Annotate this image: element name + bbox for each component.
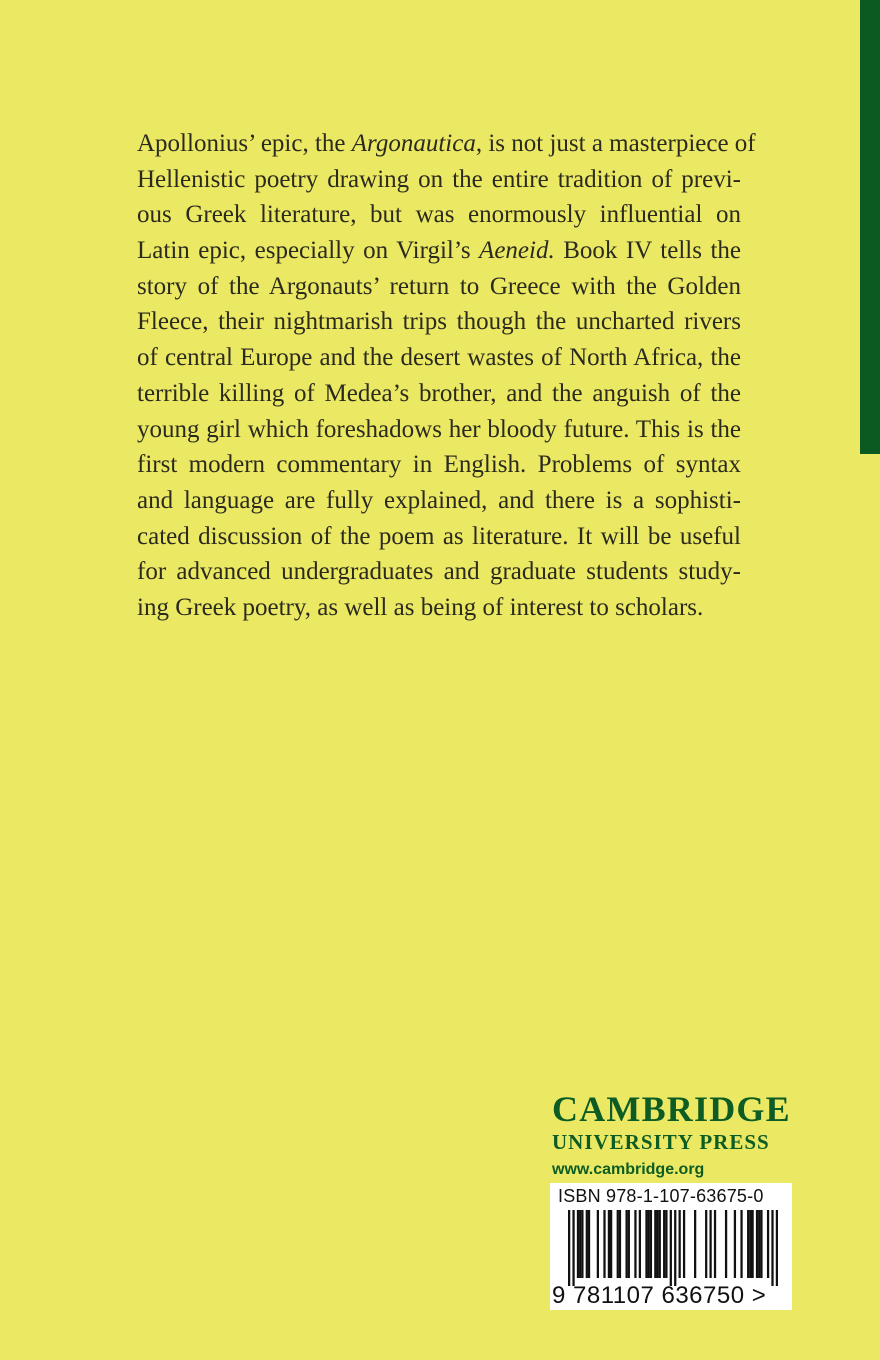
blurb-line <box>137 340 741 376</box>
publisher-subtitle: UNIVERSITY PRESS <box>552 1130 770 1154</box>
barcode-bar <box>740 1210 742 1278</box>
barcode-bar <box>581 1210 583 1278</box>
blurb-line <box>137 304 741 340</box>
barcode-bars <box>568 1210 778 1286</box>
barcode-bar <box>670 1210 672 1286</box>
barcode-bar <box>705 1210 707 1278</box>
blurb-line <box>137 376 741 412</box>
barcode-bar <box>683 1210 685 1278</box>
blurb-text-segment: Hellenistic poetry drawing on the entire tradition of previ- <box>137 165 741 193</box>
barcode-bar <box>654 1210 656 1278</box>
barcode-bar <box>628 1210 630 1278</box>
blurb-text-segment: cated discussion of the poem as literature. It will be useful <box>137 522 741 550</box>
blurb-italic-title: Aeneid. <box>479 237 555 265</box>
barcode-bar <box>610 1210 612 1278</box>
barcode-bar <box>603 1210 605 1278</box>
barcode-bar <box>659 1210 661 1278</box>
barcode-bar <box>634 1210 636 1278</box>
blurb-line <box>137 269 741 305</box>
barcode-bar <box>709 1210 711 1278</box>
blurb-line <box>137 233 741 269</box>
barcode-bar <box>694 1210 696 1278</box>
spine-accent-strip <box>860 0 880 454</box>
barcode-bar <box>760 1210 762 1278</box>
blurb-text-segment: of central Europe and the desert wastes of North Africa, the <box>137 344 741 372</box>
barcode-bar <box>758 1210 760 1278</box>
barcode-bar <box>625 1210 627 1278</box>
barcode-bar <box>751 1210 753 1278</box>
barcode-bar <box>747 1210 749 1278</box>
blurb-text-segment: Latin epic, especially on Virgil’s <box>137 237 480 265</box>
barcode-bar <box>656 1210 658 1278</box>
blurb-text-segment: terrible killing of Medea’s brother, and the anguish of the <box>137 379 741 407</box>
blurb-italic-title: Argonautica <box>351 130 476 157</box>
blurb-line <box>137 519 741 555</box>
barcode-bar <box>577 1210 579 1278</box>
blurb-text-segment: ous Greek literature, but was enormously influential on <box>137 201 741 229</box>
barcode-bar <box>648 1210 650 1278</box>
blurb-line <box>137 590 741 626</box>
isbn-label: ISBN 978-1-107-63675-0 <box>558 1186 764 1206</box>
barcode-bar <box>776 1210 778 1286</box>
barcode-bar <box>767 1210 769 1278</box>
barcode-bar <box>579 1210 581 1278</box>
barcode-bar <box>749 1210 751 1278</box>
blurb-line <box>137 554 741 590</box>
barcode-bar <box>650 1210 652 1278</box>
barcode-bar <box>771 1210 773 1286</box>
barcode-bar <box>645 1210 647 1278</box>
barcode-bar <box>572 1210 574 1286</box>
publisher-name: CAMBRIDGE <box>552 1089 791 1129</box>
blurb-line <box>137 483 741 519</box>
barcode-bar <box>734 1210 736 1278</box>
barcode-bar <box>674 1210 676 1286</box>
barcode-bar <box>756 1210 758 1278</box>
barcode-bar <box>619 1210 621 1278</box>
blurb-text-segment: story of the Argonauts’ return to Greece with the Golden <box>137 272 741 300</box>
blurb-text-segment: , is not just a masterpiece of <box>475 130 756 157</box>
barcode-panel <box>550 1183 792 1310</box>
blurb-text-segment: and language are fully explained, and there is a sophisti- <box>137 486 741 514</box>
barcode-bar <box>679 1210 681 1278</box>
blurb-line <box>137 447 741 483</box>
blurb-line <box>137 197 741 233</box>
barcode-bar <box>663 1210 665 1278</box>
publisher-url: www.cambridge.org <box>552 1161 705 1178</box>
barcode-bar <box>714 1210 716 1278</box>
blurb-text-segment: Fleece, their nightmarish trips though the uncharted rivers <box>137 308 741 336</box>
blurb-text <box>137 126 756 626</box>
blurb-text-segment: Apollonius’ epic, the <box>137 130 352 157</box>
blurb-text-segment: ing Greek poetry, as well as being of interest to scholars. <box>137 593 704 621</box>
blurb-line <box>137 126 756 162</box>
barcode-bar <box>588 1210 590 1278</box>
barcode-bar <box>665 1210 667 1278</box>
barcode-bar <box>586 1210 588 1278</box>
blurb-line <box>137 412 741 448</box>
barcode-bar <box>568 1210 570 1286</box>
blurb-text-segment: young girl which foreshadows her bloody future. This is the <box>137 415 741 443</box>
barcode-bar <box>617 1210 619 1278</box>
publisher-block <box>552 1088 802 1183</box>
blurb-text-segment: first modern commentary in English. Problems of syntax <box>137 451 741 479</box>
barcode-bar <box>639 1210 641 1278</box>
blurb-line <box>137 162 741 198</box>
barcode-digits: 9 781107 636750 > <box>552 1282 767 1309</box>
blurb-text-segment: Book IV tells the <box>554 237 741 265</box>
blurb-text-segment: for advanced undergraduates and graduate students study- <box>137 558 741 586</box>
barcode-bar <box>597 1210 599 1278</box>
barcode-bar <box>608 1210 610 1278</box>
barcode-bar <box>725 1210 727 1278</box>
